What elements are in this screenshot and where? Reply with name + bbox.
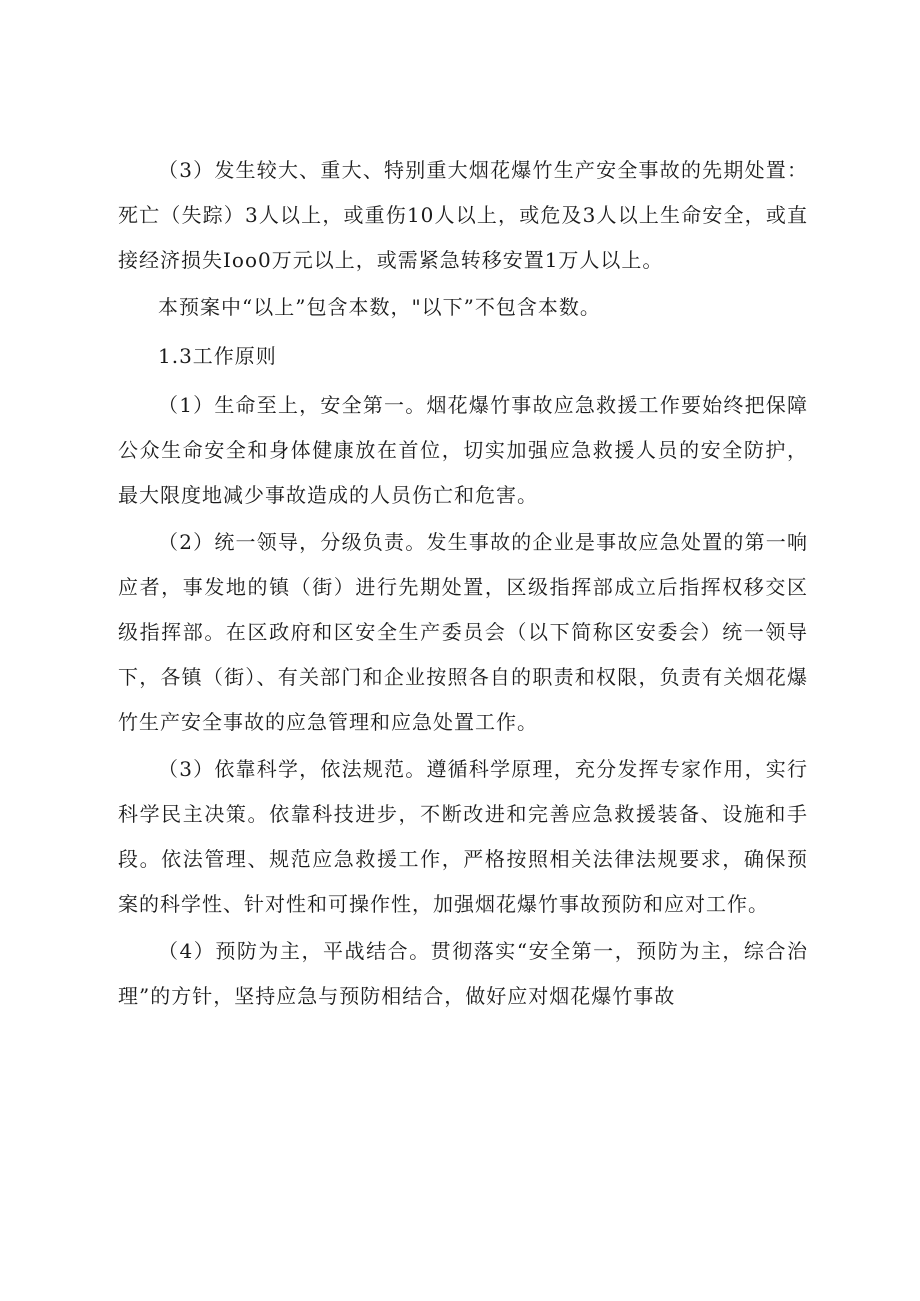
paragraph-definition: 本预案中“以上”包含本数，"以下”不包含本数。 bbox=[158, 295, 601, 319]
section-heading: 1.3工作原则 bbox=[158, 344, 277, 368]
principle-3: （3）依靠科学，依法规范。遵循科学原理，充分发挥专家作用，实行科学民主决策。依靠科技进步，不断改进和完善应急救援装备、设施和手段。依法管理、规范应急救援工作，严格按照相关法律法规要求，确保预案的科学性、针对性和可操作性，加强烟花爆竹事故预防和应对工作。 bbox=[118, 757, 808, 916]
principle-4: （4）预防为主，平战结合。贯彻落实“安全第一，预防为主，综合治理”的方针，坚持应急与预防相结合，做好应对烟花爆竹事故 bbox=[118, 939, 808, 1008]
paragraph-threshold: （3）发生较大、重大、特别重大烟花爆竹生产安全事故的先期处置：死亡（失踪）3人以上，或重伤10人以上，或危及3人以上生命安全，或直接经济损失Ioo0万元以上，或需紧急转移安置1万人以上。 bbox=[118, 158, 808, 272]
principle-1: （1）生命至上，安全第一。烟花爆竹事故应急救援工作要始终把保障公众生命安全和身体健康放在首位，切实加强应急救援人员的安全防护，最大限度地减少事故造成的人员伤亡和危害。 bbox=[118, 393, 808, 507]
principle-2: （2）统一领导，分级负责。发生事故的企业是事故应急处置的第一响应者，事发地的镇（街）进行先期处置，区级指挥部成立后指挥权移交区级指挥部。在区政府和区安全生产委员会（以下简称区安委会）统一领导下，各镇（街）、有关部门和企业按照各自的职责和权限，负责有关烟花爆竹生产安全事故的应急管理和应急处置工作。 bbox=[118, 530, 808, 734]
